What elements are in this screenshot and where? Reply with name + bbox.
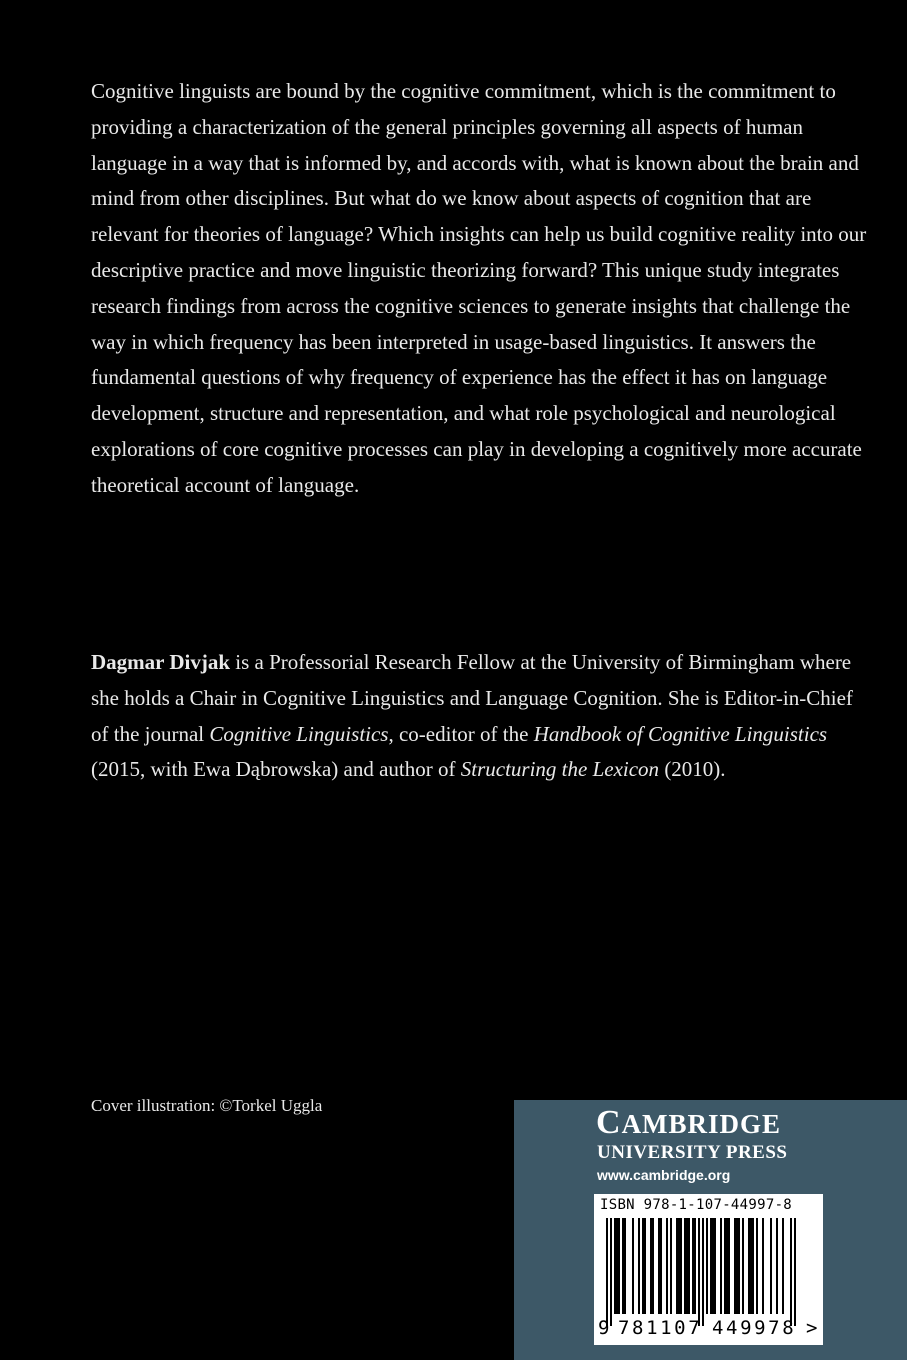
back-cover-blurb: Cognitive linguists are bound by the cognitive commitment, which is the commitment to providing a characterization of the general principles governing all aspects of human language in a way that is informed by, and accords with, what is known about the brain and mind from other disciplines. But what do we know about aspects of cognition that are relevant for theories of language? Which insights can help us build cognitive reality into our descriptive practice and move linguistic theorizing forward? This unique study integrates research findings from across the cognitive sciences to generate insights that challenge the way in which frequency has been interpreted in usage-based linguistics. It answers the fundamental questions of why frequency of experience has the effect it has on language development, structure and representation, and what role psychological and neurological explorations of core cognitive processes can play in developing a cognitively more accurate theoretical account of language. — [91, 79, 867, 497]
barcode-bar-24 — [694, 1218, 696, 1314]
barcode-bar-44 — [770, 1218, 772, 1314]
publisher-url: www.cambridge.org — [597, 1167, 731, 1183]
ean-first-digit: 9 — [598, 1317, 610, 1339]
barcode-bar-39 — [748, 1218, 750, 1314]
handbook-title: Handbook of Cognitive Linguistics — [533, 721, 828, 746]
barcode-bar-37 — [738, 1218, 740, 1314]
bio-text-3: (2015, with Ewa Dąbrowska) and author of — [91, 757, 461, 782]
author-name: Dagmar Divjak — [91, 650, 231, 674]
barcode-bar-29 — [712, 1218, 714, 1314]
barcode-bar-10 — [644, 1218, 646, 1314]
barcode-bar-34 — [728, 1218, 730, 1314]
barcode-bar-38 — [742, 1218, 744, 1314]
barcode-bar-46 — [782, 1218, 784, 1314]
barcode-bar-9 — [642, 1218, 644, 1314]
barcode-bar-13 — [658, 1218, 660, 1314]
barcode-bars — [606, 1218, 812, 1328]
barcode-bar-3 — [616, 1218, 618, 1314]
barcode-bar-47 — [790, 1218, 792, 1326]
barcode-bar-2 — [614, 1218, 616, 1314]
barcode-bar-40 — [750, 1218, 752, 1314]
barcode-bar-35 — [734, 1218, 736, 1314]
barcode-bar-45 — [776, 1218, 778, 1314]
barcode-bar-19 — [680, 1218, 682, 1314]
publisher-name-initial: C — [596, 1104, 622, 1141]
barcode-bar-42 — [756, 1218, 758, 1314]
publisher-name-rest: AMBRIDGE — [621, 1109, 782, 1139]
barcode-bar-14 — [660, 1218, 662, 1314]
publisher-subtitle: UNIVERSITY PRESS — [597, 1142, 788, 1163]
barcode-bar-15 — [666, 1218, 668, 1314]
barcode-bar-33 — [726, 1218, 728, 1314]
barcode-bar-16 — [670, 1218, 672, 1314]
barcode-bar-25 — [698, 1218, 700, 1326]
ean-group-1: 781107 — [618, 1317, 703, 1339]
barcode-bar-17 — [676, 1218, 678, 1314]
barcode-bar-28 — [710, 1218, 712, 1314]
author-bio — [91, 645, 871, 788]
barcode-bar-27 — [706, 1218, 708, 1314]
barcode-bar-30 — [714, 1218, 716, 1314]
barcode-bar-21 — [686, 1218, 688, 1314]
barcode-bar-31 — [720, 1218, 722, 1314]
ean-group-2: 449978 — [712, 1317, 797, 1339]
isbn-barcode — [594, 1194, 823, 1345]
barcode-bar-5 — [622, 1218, 624, 1314]
barcode-bar-36 — [736, 1218, 738, 1314]
isbn-label: ISBN 978-1-107-44997-8 — [600, 1197, 793, 1213]
bio-text-1: is a Professorial Research Fellow at the University of Birmingham where she holds a Chair in Cognitive Linguistics and Language Cognition. She is Editor-in-Chief of the journal — [91, 650, 853, 746]
barcode-bar-6 — [624, 1218, 626, 1314]
barcode-bar-8 — [638, 1218, 640, 1314]
bio-text-4: (2010). — [659, 757, 726, 782]
publisher-name — [596, 1104, 781, 1142]
barcode-bar-0 — [606, 1218, 608, 1326]
cover-illustration-credit: Cover illustration: ©Torkel Uggla — [91, 1096, 323, 1115]
ean-end-mark: > — [806, 1317, 818, 1339]
barcode-bar-23 — [692, 1218, 694, 1314]
barcode-bar-1 — [610, 1218, 612, 1326]
barcode-bar-11 — [650, 1218, 652, 1314]
barcode-bar-32 — [724, 1218, 726, 1314]
barcode-bar-41 — [752, 1218, 754, 1314]
barcode-bar-26 — [702, 1218, 704, 1326]
barcode-bar-48 — [794, 1218, 796, 1326]
barcode-bar-7 — [632, 1218, 634, 1314]
barcode-bar-43 — [762, 1218, 764, 1314]
barcode-bar-4 — [618, 1218, 620, 1314]
barcode-bar-12 — [652, 1218, 654, 1314]
journal-title: Cognitive Linguistics — [209, 721, 389, 746]
barcode-bar-22 — [688, 1218, 690, 1314]
publisher-panel — [514, 1100, 907, 1360]
barcode-bar-18 — [678, 1218, 680, 1314]
barcode-bar-20 — [684, 1218, 686, 1314]
bio-text-2: , co-editor of the — [388, 721, 534, 746]
book-title: Structuring the Lexicon — [460, 757, 660, 782]
